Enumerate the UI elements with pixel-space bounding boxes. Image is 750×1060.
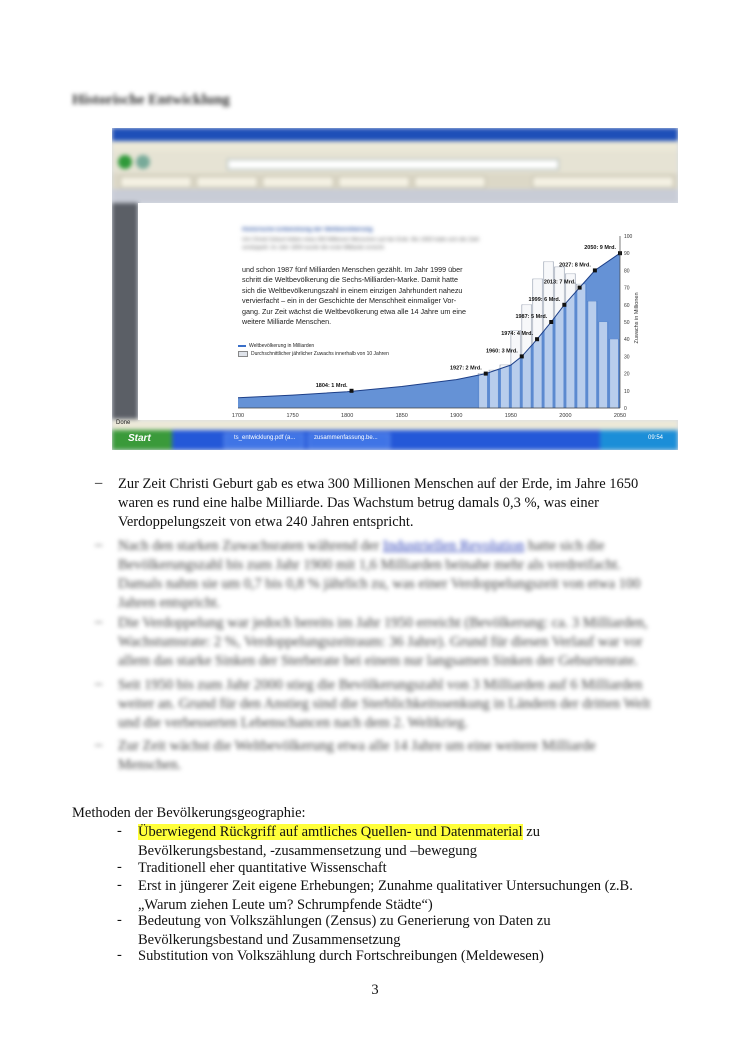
methods-line: Traditionell eher quantitative Wissenschaft [138, 860, 387, 876]
methods-dash: - [117, 823, 122, 839]
methods-line: „Warum ziehen Leute um? Schrumpfende Städte“) [138, 896, 433, 913]
growth-bar-overlay [512, 331, 520, 408]
growth-bar-overlay [566, 274, 574, 408]
growth-bar-overlay [577, 284, 585, 408]
section-heading: Historische Entwicklung [72, 92, 230, 108]
legend-label: Weltbevölkerung in Milliarden [249, 343, 315, 349]
pdf-paragraph-line: weitere Milliarde Menschen. [242, 317, 332, 327]
methods-line: Substitution von Volkszählung durch Fortschreibungen (Meldewesen) [138, 948, 544, 964]
methods-dash: - [117, 859, 122, 875]
task-label: zusammenfassung.be... [314, 435, 378, 441]
growth-bar-overlay [479, 374, 487, 408]
growth-bar-overlay [610, 339, 618, 408]
pdf-paragraph-line: sich die Weltbevölkerungszahl in einem einzigen Jahrhundert nahezu [242, 285, 463, 295]
methods-item [138, 877, 678, 914]
pdf-paragraph-line: vervierfacht – ein in der Geschichte der Menschheit einmaliger Vor- [242, 296, 457, 306]
bullet-item [118, 676, 678, 733]
milestone-marker [484, 372, 488, 376]
growth-bar-overlay [588, 301, 596, 408]
growth-bar-overlay [501, 365, 509, 408]
milestone-label: 1974: 4 Mrd. [501, 331, 534, 338]
bullet-line: Die Verdoppelung war jedoch bereits im Jahr 1950 erreicht (Bevölkerung: ca. 3 Milliarden, [118, 615, 648, 631]
bullet-dash: – [95, 475, 103, 491]
methods-item [138, 947, 678, 966]
y-tick-label: 50 [624, 320, 630, 326]
milestone-marker [535, 337, 539, 341]
y-tick-label: 100 [624, 234, 633, 240]
milestone-label: 2050: 9 Mrd. [584, 245, 616, 252]
bullet-dash: – [95, 614, 103, 630]
x-tick-label: 2000 [559, 413, 572, 419]
bullet-line: und die verbesserten Lebenschancen nach dem 2. Weltkrieg. [118, 715, 469, 731]
y-tick-label: 80 [624, 268, 630, 275]
task-label: ts_entwicklung.pdf (a... [234, 435, 296, 441]
milestone-marker [562, 303, 566, 307]
milestone-label: 1960: 3 Mrd. [485, 348, 518, 355]
bullet-line: Jahren entspricht. [118, 595, 221, 611]
growth-bar-overlay [523, 305, 531, 408]
bullet-line: Verdoppelungszeit von etwa 240 Jahren entspricht. [118, 514, 414, 530]
milestone-label: 1804: 1 Mrd. [315, 382, 348, 389]
milestone-marker [520, 354, 524, 358]
legend-label: Durchschnittlicher jährlicher Zuwachs innerhalb von 10 Jahren [251, 351, 389, 357]
bullet-dash: – [95, 537, 103, 553]
y-tick-label: 20 [624, 371, 630, 378]
bullet-line: weiter an. Grund für den Anstieg sind die Sterblichkeitssenkung in Ländern der dritten Welt [118, 696, 651, 712]
growth-bar-overlay [490, 370, 498, 408]
methods-line: Erst in jüngerer Zeit eigene Erhebungen; Zunahme qualitativer Untersuchungen (z.B. [138, 878, 633, 894]
milestone-label: 2013: 7 Mrd. [543, 279, 576, 286]
methods-heading: Methoden der Bevölkerungsgeographie: [72, 805, 306, 821]
growth-bar-overlay [599, 322, 607, 408]
methods-dash: - [117, 947, 122, 963]
y-tick-label: 70 [624, 285, 630, 292]
bullet-line: Zur Zeit Christi Geburt gab es etwa 300 Millionen Menschen auf der Erde, im Jahre 1650 [118, 476, 639, 492]
highlighted-text: Überwiegend Rückgriff auf amtliches Quellen- und Datenmaterial [138, 824, 523, 840]
embedded-screenshot [112, 128, 678, 450]
milestone-label: 1987: 5 Mrd. [515, 314, 548, 320]
milestone-label: 1927: 2 Mrd. [449, 365, 482, 372]
milestone-label: 1999: 6 Mrd. [528, 296, 561, 303]
bullet-line: Bevölkerungszahl bis zum Jahr 1900 mit 1,6 Milliarden beinahe mehr als verdreifacht. [118, 557, 621, 573]
pdf-paragraph-line: und schon 1987 fünf Milliarden Menschen gezählt. Im Jahr 1999 über [242, 265, 463, 274]
y-tick-label: 90 [624, 251, 630, 258]
start-label: Start [128, 433, 151, 444]
methods-line: Bevölkerungsbestand und Zusammensetzung [138, 931, 401, 948]
bullet-dash: – [95, 737, 103, 753]
pdf-paragraph-line: gang. Zur Zeit wächst die Weltbevölkerung etwa alle 14 Jahre um eine [242, 306, 466, 316]
x-tick-label: 1800 [341, 413, 354, 419]
pdf-blurred-paragraph: Um Christi Geburt lebten etwa 300 Millionen Menschen auf der Erde. Bis 1650 hatte sich die Zahl verdoppelt. Im Jahr 1804 wurde die erste Milliarde erreicht [242, 237, 479, 251]
methods-item [138, 859, 678, 878]
methods-dash: - [117, 877, 122, 893]
industrial-revolution-link[interactable]: Industriellen Revolution [382, 538, 525, 554]
bullet-item [118, 614, 678, 671]
bullet-item [118, 475, 678, 532]
bullet-dash: – [95, 676, 103, 692]
milestone-marker [593, 268, 597, 272]
x-tick-label: 1950 [504, 413, 517, 419]
y-tick-label: 0 [624, 406, 627, 412]
y-axis-label: Zuwachs in Millionen [634, 292, 640, 344]
milestone-marker [578, 286, 582, 290]
y-tick-label: 10 [624, 388, 630, 395]
bullet-line: Nach den starken Zuwachsraten während der Industriellen Revolution hatte sich die [118, 538, 605, 554]
methods-item [138, 823, 678, 860]
page-number: 3 [371, 982, 379, 998]
methods-line: Bevölkerungsbestand, -zusammensetzung und –bewegung [138, 842, 478, 859]
bullet-item [118, 737, 678, 775]
bullet-line: Zur Zeit wächst die Weltbevölkerung etwa alle 14 Jahre um eine weitere Milliarde [118, 738, 596, 754]
growth-bar-overlay [556, 267, 564, 408]
methods-line: Bedeutung von Volkszählungen (Zensus) zu Generierung von Daten zu [138, 913, 551, 929]
milestone-label: 2027: 8 Mrd. [559, 262, 591, 269]
y-tick-label: 30 [624, 354, 630, 361]
x-tick-label: 1700 [231, 413, 245, 419]
y-tick-label: 60 [624, 302, 630, 309]
clock: 09:54 [648, 435, 664, 441]
x-tick-label: 1850 [395, 413, 408, 419]
bullet-line: Menschen. [118, 757, 182, 773]
x-tick-label: 2050 [613, 413, 627, 419]
bullet-line: Seit 1950 bis zum Jahr 2000 stieg die Bevölkerungszahl von 3 Milliarden auf 6 Milliarden [118, 677, 643, 693]
bullet-line: allem das starke Sinken der Sterberate bei einem nur langsamen Sinken der Geburtenrate. [118, 653, 638, 669]
methods-line: Überwiegend Rückgriff auf amtliches Quellen- und Datenmaterial zu [138, 824, 540, 840]
bullet-item [118, 537, 678, 613]
bullet-line: Damals nahm sie um 0,7 bis 0,8 % jährlich zu, was einer Verdoppelungszeit von etwa 100 [118, 576, 641, 592]
status-text: Done [116, 420, 131, 426]
pdf-paragraph-line: schritt die Weltbevölkerung die Sechs-Milliarden-Marke. Damit hatte [242, 275, 458, 285]
milestone-marker [549, 320, 553, 324]
pdf-heading: Historische Entwicklung der Weltbevölkerung [242, 227, 373, 233]
bullet-line: waren es rund eine halbe Milliarde. Das Wachstum betrug damals 0,3 %, was einer [118, 495, 599, 511]
y-tick-label: 40 [624, 337, 630, 344]
x-tick-label: 1750 [286, 413, 299, 419]
bullet-line: Wachstumsrate: 2 %, Verdoppelungszeitraum: 36 Jahre). Grund für diesen Verlauf war vor [118, 634, 643, 650]
x-tick-label: 1900 [450, 413, 463, 419]
milestone-marker [350, 389, 354, 393]
population-chart [112, 128, 678, 450]
methods-dash: - [117, 912, 122, 928]
methods-item [138, 912, 678, 949]
